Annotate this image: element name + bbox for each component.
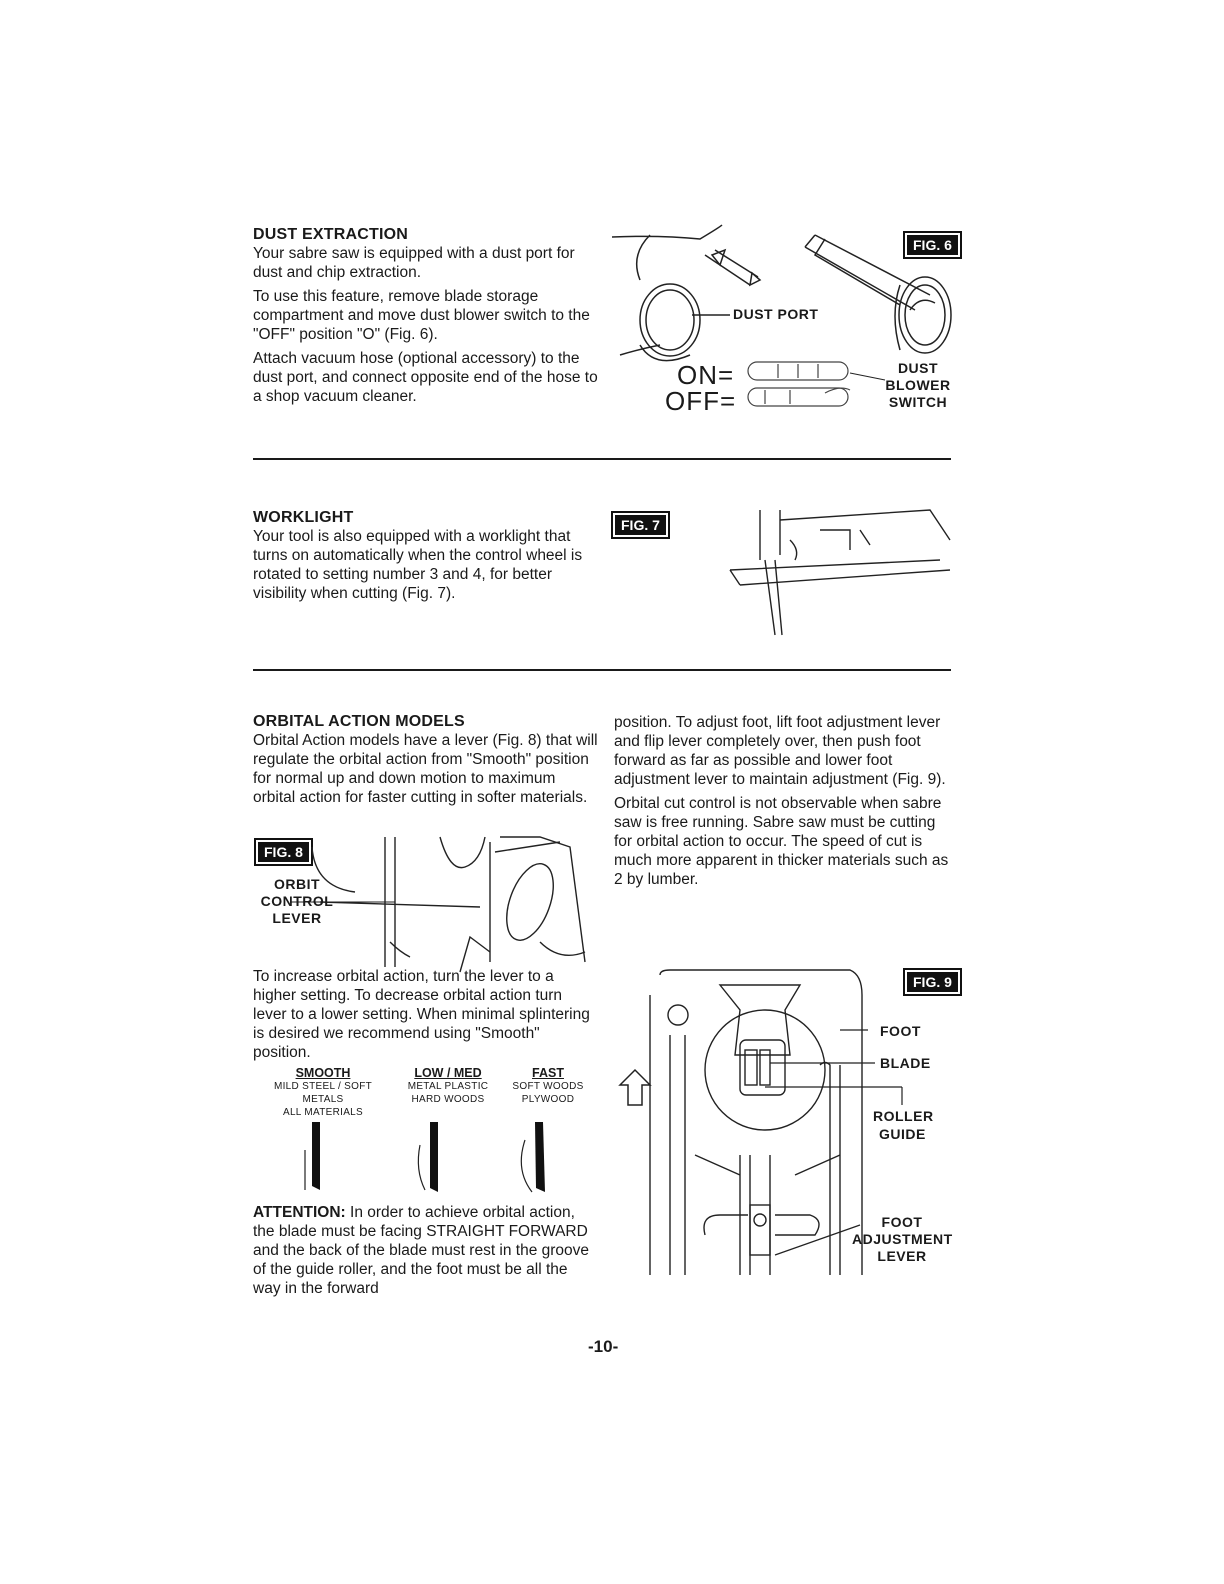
- switch-label-line-2: BLOWER: [885, 377, 951, 393]
- table-column-fast: [503, 1066, 593, 1119]
- fig-7-label: FIG. 7: [613, 513, 668, 537]
- roller-label-line-1: ROLLER: [873, 1108, 934, 1124]
- switch-label-line-1: DUST: [897, 360, 939, 376]
- orbital-section-left: [253, 713, 598, 812]
- orbital-settings-table: [253, 1066, 593, 1119]
- orbital-cut-control-paragraph: Orbital cut control is not observable when sabre saw is free running. Sabre saw must be cutting for orbital action to occur. The speed of cut is much more apparent in thicker materials such as 2 by lumber.: [614, 795, 949, 888]
- foot-adjust-paragraph: position. To adjust foot, lift foot adjustment lever and flip lever completely over, then push foot forward as far as possible and lower foot adjustment lever to maintain adjustment (Fig. 9).: [614, 714, 946, 788]
- table-cell: MILD STEEL / SOFT METALS: [273, 1081, 373, 1105]
- attention-paragraph: [253, 1203, 593, 1298]
- dust-paragraph-1: Your sabre saw is equipped with a dust port for dust and chip extraction.: [253, 245, 575, 281]
- table-cell: PLYWOOD: [521, 1094, 575, 1105]
- attention-block: [253, 1203, 593, 1303]
- on-label: ON=: [677, 360, 735, 390]
- table-head-low-med: LOW / MED: [414, 1066, 482, 1080]
- blade-icon-smooth: [312, 1122, 320, 1190]
- adj-label-line-2: ADJUSTMENT: [852, 1231, 953, 1247]
- adj-label-line-3: LEVER: [877, 1248, 927, 1264]
- dust-port-label: DUST PORT: [733, 306, 819, 322]
- orbital-increase-block: [253, 967, 598, 1067]
- table-head-fast: FAST: [532, 1066, 564, 1080]
- worklight-heading: WORKLIGHT: [253, 509, 354, 526]
- off-label: OFF=: [665, 386, 737, 416]
- dust-paragraph-2: To use this feature, remove blade storage compartment and move dust blower switch to the "OFF" position "O" (Fig. 6).: [253, 288, 590, 343]
- table-column-smooth: [253, 1066, 393, 1119]
- dust-blower-switch-label: [884, 360, 952, 411]
- lever-label-line-2: CONTROL: [260, 893, 334, 909]
- orbit-control-lever-label: [257, 876, 337, 927]
- fig-8-orbit-lever-illustration: [300, 832, 600, 972]
- orbital-increase-text: To increase orbital action, turn the lever to a higher setting. To decrease orbital action turn lever to a lower setting. When minimal splintering is desired we recommend using "Smooth" position.: [253, 968, 590, 1061]
- fig-9-foot-illustration: [610, 965, 880, 1285]
- switch-label-line-3: SWITCH: [888, 394, 948, 410]
- page-number: -10-: [588, 1337, 619, 1356]
- attention-label: ATTENTION:: [253, 1204, 346, 1221]
- roller-label-line-2: GUIDE: [879, 1126, 926, 1142]
- section-divider-1: [253, 458, 951, 460]
- worklight-paragraph: Your tool is also equipped with a worklight that turns on automatically when the control wheel is rotated to setting number 3 and 4, for better visibility when cutting (Fig. 7).: [253, 528, 583, 602]
- orbital-intro: Orbital Action models have a lever (Fig. 8) that will regulate the orbital action from "Smooth" position for normal up and down motion to maximum orbital action for faster cutting in softer materials.: [253, 732, 598, 806]
- fig-6-label: FIG. 6: [905, 233, 960, 257]
- foot-label: FOOT: [880, 1023, 921, 1039]
- blade-icon-fast: [535, 1122, 545, 1192]
- fig-9-label: FIG. 9: [905, 970, 960, 994]
- blade-icon-low-med: [430, 1122, 438, 1192]
- section-divider-2: [253, 669, 951, 671]
- dust-paragraph-3: Attach vacuum hose (optional accessory) to the dust port, and connect opposite end of the hose to a shop vacuum cleaner.: [253, 350, 598, 405]
- blade-motion-illustrations: [280, 1120, 580, 1200]
- lever-label-line-3: LEVER: [272, 910, 322, 926]
- adj-label-line-1: FOOT: [881, 1214, 923, 1230]
- foot-adjustment-lever-label: [852, 1214, 952, 1265]
- blade-label: BLADE: [880, 1055, 931, 1071]
- roller-guide-label: [873, 1107, 934, 1143]
- dust-extraction-heading: DUST EXTRACTION: [253, 226, 408, 243]
- dust-extraction-section: [253, 226, 598, 411]
- table-cell: HARD WOODS: [411, 1094, 485, 1105]
- table-cell: SOFT WOODS: [512, 1081, 584, 1092]
- attention-text: In order to achieve orbital action, the blade must be facing STRAIGHT FORWARD and the back of the blade must rest in the groove of the guide roller, and the foot must be all the way in the forward: [253, 1204, 590, 1297]
- orbital-section-right: [614, 713, 954, 894]
- table-cell: ALL MATERIALS: [282, 1107, 364, 1118]
- table-column-low-med: [398, 1066, 498, 1119]
- orbital-heading: ORBITAL ACTION MODELS: [253, 713, 465, 730]
- lever-label-line-1: ORBIT: [273, 876, 321, 892]
- fig-8-label: FIG. 8: [256, 840, 311, 864]
- table-cell: METAL PLASTIC: [407, 1081, 489, 1092]
- table-head-smooth: SMOOTH: [295, 1066, 351, 1080]
- fig-7-worklight-illustration: [720, 500, 960, 640]
- worklight-section: [253, 509, 598, 608]
